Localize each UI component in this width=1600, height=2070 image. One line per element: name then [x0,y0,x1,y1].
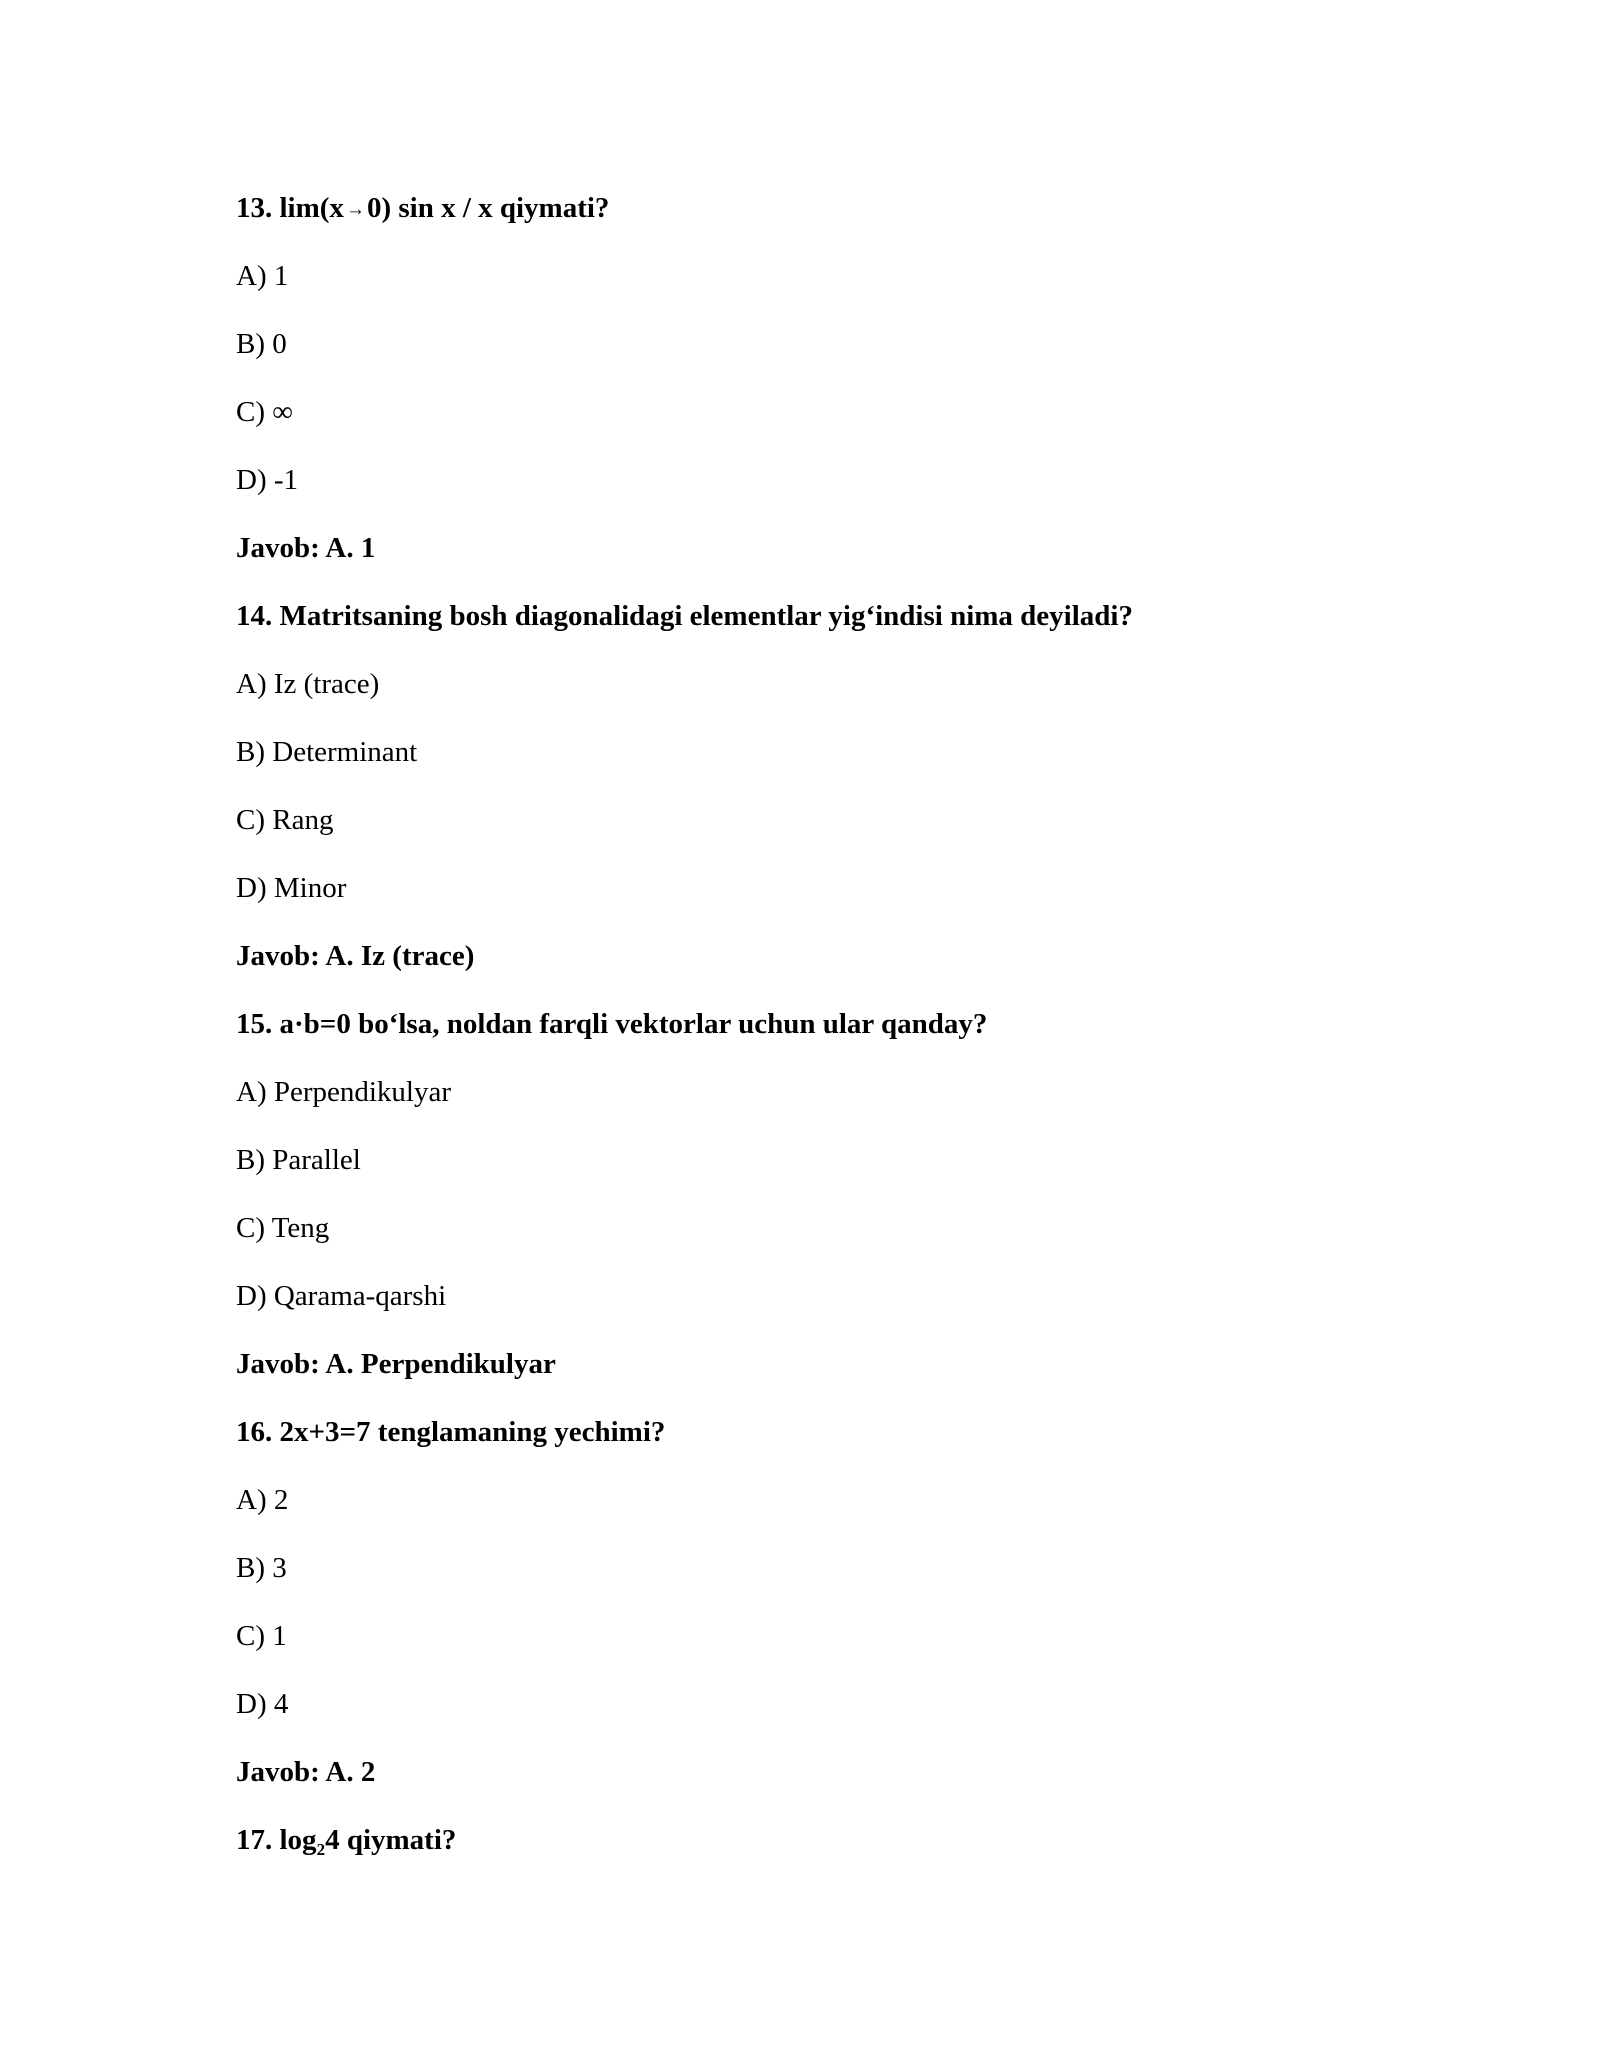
option-c: C) Teng [236,1212,330,1244]
question-13 [236,186,1436,254]
option-b: B) 0 [236,328,287,360]
option-a: A) 2 [236,1484,289,1516]
option-a: A) Iz (trace) [236,668,380,700]
question-text-part: 0) sin x / x qiymati? [366,192,610,224]
question-number: 16. [236,1416,273,1448]
option-b: B) Determinant [236,736,418,768]
option-c: C) ∞ [236,396,293,428]
answer: Javob: A. Iz (trace) [236,940,475,972]
arrow-right-icon: → [345,199,365,220]
question-text: 2x+3=7 tenglamaning yechimi? [279,1416,666,1448]
question-14 [236,594,1436,662]
option-c: C) Rang [236,804,334,836]
answer: Javob: A. 1 [236,532,376,564]
question-number: 15. [236,1008,273,1040]
answer: Javob: A. 2 [236,1756,376,1788]
option-b: B) Parallel [236,1144,361,1176]
question-16 [236,1410,1436,1478]
quiz-content [236,186,1436,1886]
question-text-part: lim(x [279,192,344,224]
option-d: D) 4 [236,1688,289,1720]
question-text-part: log [279,1824,317,1856]
question-text-part: 4 qiymati? [325,1824,457,1856]
question-15 [236,1002,1436,1070]
question-text: a·b=0 bo‘lsa, noldan farqli vektorlar uchun ular qanday? [279,1008,988,1040]
question-number: 13. [236,192,273,224]
option-d: D) Qarama-qarshi [236,1280,447,1312]
question-17 [236,1818,1436,1886]
question-number: 14. [236,600,273,632]
option-a: A) 1 [236,260,289,292]
option-d: D) -1 [236,464,299,496]
question-number: 17. [236,1824,273,1856]
option-a: A) Perpendikulyar [236,1076,452,1108]
option-b: B) 3 [236,1552,287,1584]
option-c: C) 1 [236,1620,287,1652]
answer: Javob: A. Perpendikulyar [236,1348,556,1380]
log-base-subscript: 2 [316,1840,326,1859]
option-d: D) Minor [236,872,347,904]
question-text: Matritsaning bosh diagonalidagi elementlar yig‘indisi nima deyiladi? [279,600,1133,632]
